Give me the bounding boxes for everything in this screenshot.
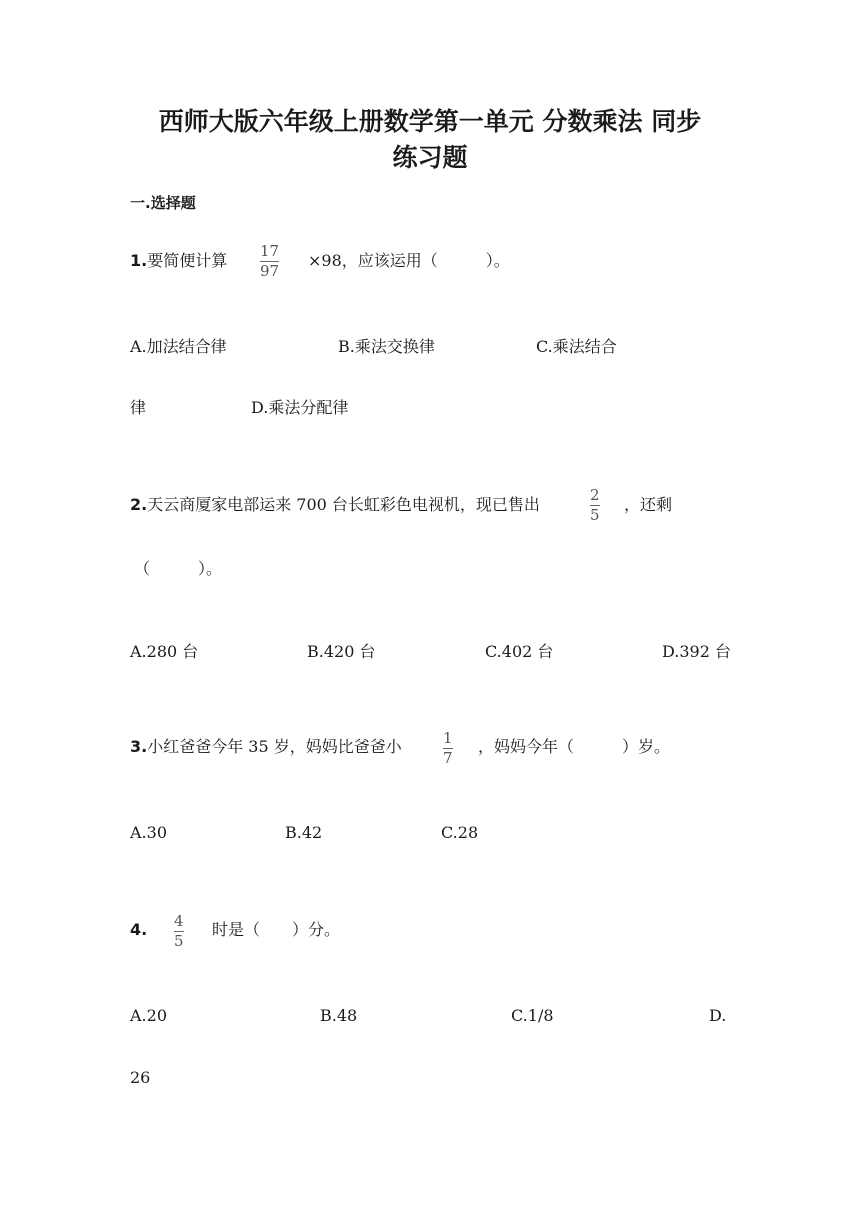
fraction-1-7 <box>443 730 453 767</box>
question-text-after: ，还剩 <box>624 495 673 514</box>
question-text: 小红爸爸今年 35 岁，妈妈比爸爸小 <box>147 737 402 756</box>
question-text-after: ×98，应该运用（ ）。 <box>308 251 510 270</box>
question-number: 4. <box>130 920 148 939</box>
fraction-denominator: 5 <box>174 932 184 950</box>
question-text-after: ，妈妈今年（ ）岁。 <box>478 737 671 756</box>
option-d[interactable]: D. <box>709 1006 727 1025</box>
option-c[interactable]: C.乘法结合 <box>536 337 617 356</box>
option-c-continued[interactable]: 律 <box>130 398 147 417</box>
option-d[interactable]: D.392 台 <box>662 642 731 661</box>
title-line-2: 练习题 <box>392 143 468 172</box>
fraction-numerator: 17 <box>260 242 280 260</box>
option-b[interactable]: B.48 <box>320 1006 358 1025</box>
option-a[interactable]: A.30 <box>130 823 167 842</box>
option-d-continued[interactable]: 26 <box>130 1068 151 1087</box>
fraction-2-5 <box>590 487 600 524</box>
option-b[interactable]: B.乘法交换律 <box>338 337 435 356</box>
question-number: 1. <box>130 251 148 270</box>
section-heading: 一.选择题 <box>130 194 196 212</box>
fraction-denominator: 97 <box>260 262 280 280</box>
question-text: 要简便计算 <box>147 251 228 270</box>
fraction-4-5 <box>174 913 184 950</box>
option-d[interactable]: D.乘法分配律 <box>251 398 349 417</box>
fraction-denominator: 7 <box>443 749 453 767</box>
fraction-17-97 <box>260 243 279 280</box>
option-a[interactable]: A.280 台 <box>130 642 199 661</box>
question-1-stem <box>130 250 227 272</box>
option-b[interactable]: B.420 台 <box>307 642 376 661</box>
option-c[interactable]: C.402 台 <box>485 642 554 661</box>
fraction-numerator: 2 <box>590 486 600 504</box>
option-b[interactable]: B.42 <box>285 823 323 842</box>
question-text-after: 时是（ ）分。 <box>212 920 341 939</box>
question-3-stem <box>130 736 402 758</box>
question-4-stem <box>130 919 147 941</box>
question-number: 2. <box>130 495 148 514</box>
fraction-numerator: 1 <box>443 729 453 747</box>
option-a[interactable]: A.20 <box>130 1006 167 1025</box>
question-2-stem <box>130 494 540 516</box>
option-a[interactable]: A.加法结合律 <box>130 337 227 356</box>
option-c[interactable]: C.1/8 <box>511 1006 554 1025</box>
question-text-line2: （ ）。 <box>134 559 223 578</box>
title-line-1: 西师大版六年级上册数学第一单元 分数乘法 同步 <box>158 107 702 136</box>
question-number: 3. <box>130 737 148 756</box>
fraction-numerator: 4 <box>174 912 184 930</box>
question-text: 天云商厦家电部运来 700 台长虹彩色电视机，现已售出 <box>147 495 540 514</box>
option-c[interactable]: C.28 <box>441 823 479 842</box>
fraction-denominator: 5 <box>590 506 600 524</box>
